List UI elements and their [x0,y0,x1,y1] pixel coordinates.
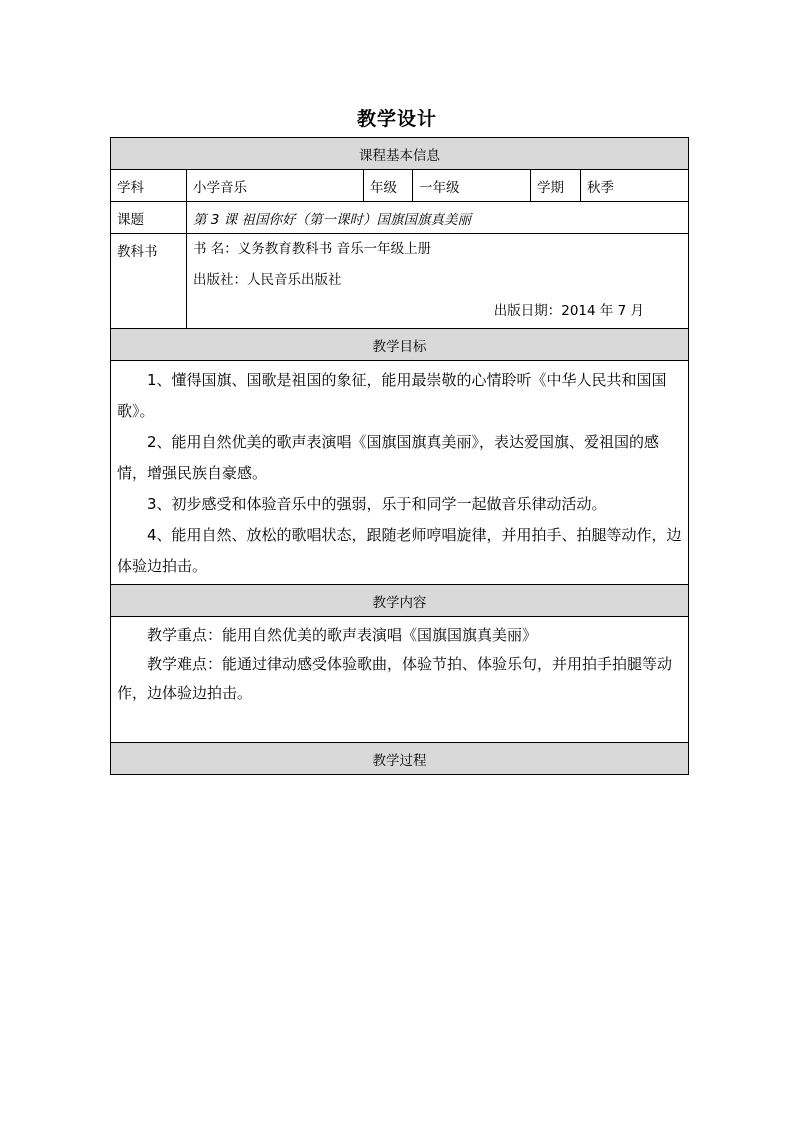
objectives-header-row [111,329,689,361]
objectives-list [111,361,689,585]
term-label: 学期 [531,170,581,202]
process-header-row [111,743,689,775]
key-point: 教学重点：能用自然优美的歌声表演唱《国旗国旗真美丽》 [147,626,538,644]
lesson-value: 第 3 课 祖国你好（第一课时）国旗国旗真美丽 [187,202,689,234]
objective-item: 1、懂得国旗、国歌是祖国的象征，能用最崇敬的心情聆听《中华人民共和国国歌》。 [117,371,667,420]
book-name: 书 名：义务教育教科书 音乐一年级上册 [193,241,432,257]
grade-value: 一年级 [413,170,531,202]
content-body [111,617,689,743]
objective-item: 3、初步感受和体验音乐中的强弱，乐于和同学一起做音乐律动活动。 [147,495,607,513]
basic-info-header: 课程基本信息 [111,138,689,170]
textbook-row [111,234,689,329]
subject-row [111,170,689,202]
page-title: 教学设计 [356,108,437,130]
subject-value: 小学音乐 [187,170,364,202]
publisher: 出版社：人民音乐出版社 [193,272,342,288]
objectives-row [111,361,689,585]
textbook-details [187,234,689,329]
lesson-row [111,202,689,234]
publish-date: 出版日期：2014 年 7 月 [493,303,645,319]
objective-item: 4、能用自然、放松的歌唱状态，跟随老师哼唱旋律，并用拍手、拍腿等动作，边体验边拍击。 [117,526,682,575]
objective-item: 2、能用自然优美的歌声表演唱《国旗国旗真美丽》，表达爱国旗、爱祖国的感情，增强民族自豪感。 [117,433,660,482]
lesson-label: 课题 [111,202,187,234]
subject-label: 学科 [111,170,187,202]
content-header: 教学内容 [111,585,689,617]
grade-label: 年级 [364,170,413,202]
lesson-plan-table [110,137,689,775]
textbook-label: 教科书 [111,234,187,329]
term-value: 秋季 [581,170,689,202]
content-row [111,617,689,743]
content-header-row [111,585,689,617]
objectives-header: 教学目标 [111,329,689,361]
difficulty: 教学难点：能通过律动感受体验歌曲，体验节拍、体验乐句，并用拍手拍腿等动作，边体验边拍击。 [117,655,673,702]
basic-info-header-row [111,138,689,170]
process-header: 教学过程 [111,743,689,775]
